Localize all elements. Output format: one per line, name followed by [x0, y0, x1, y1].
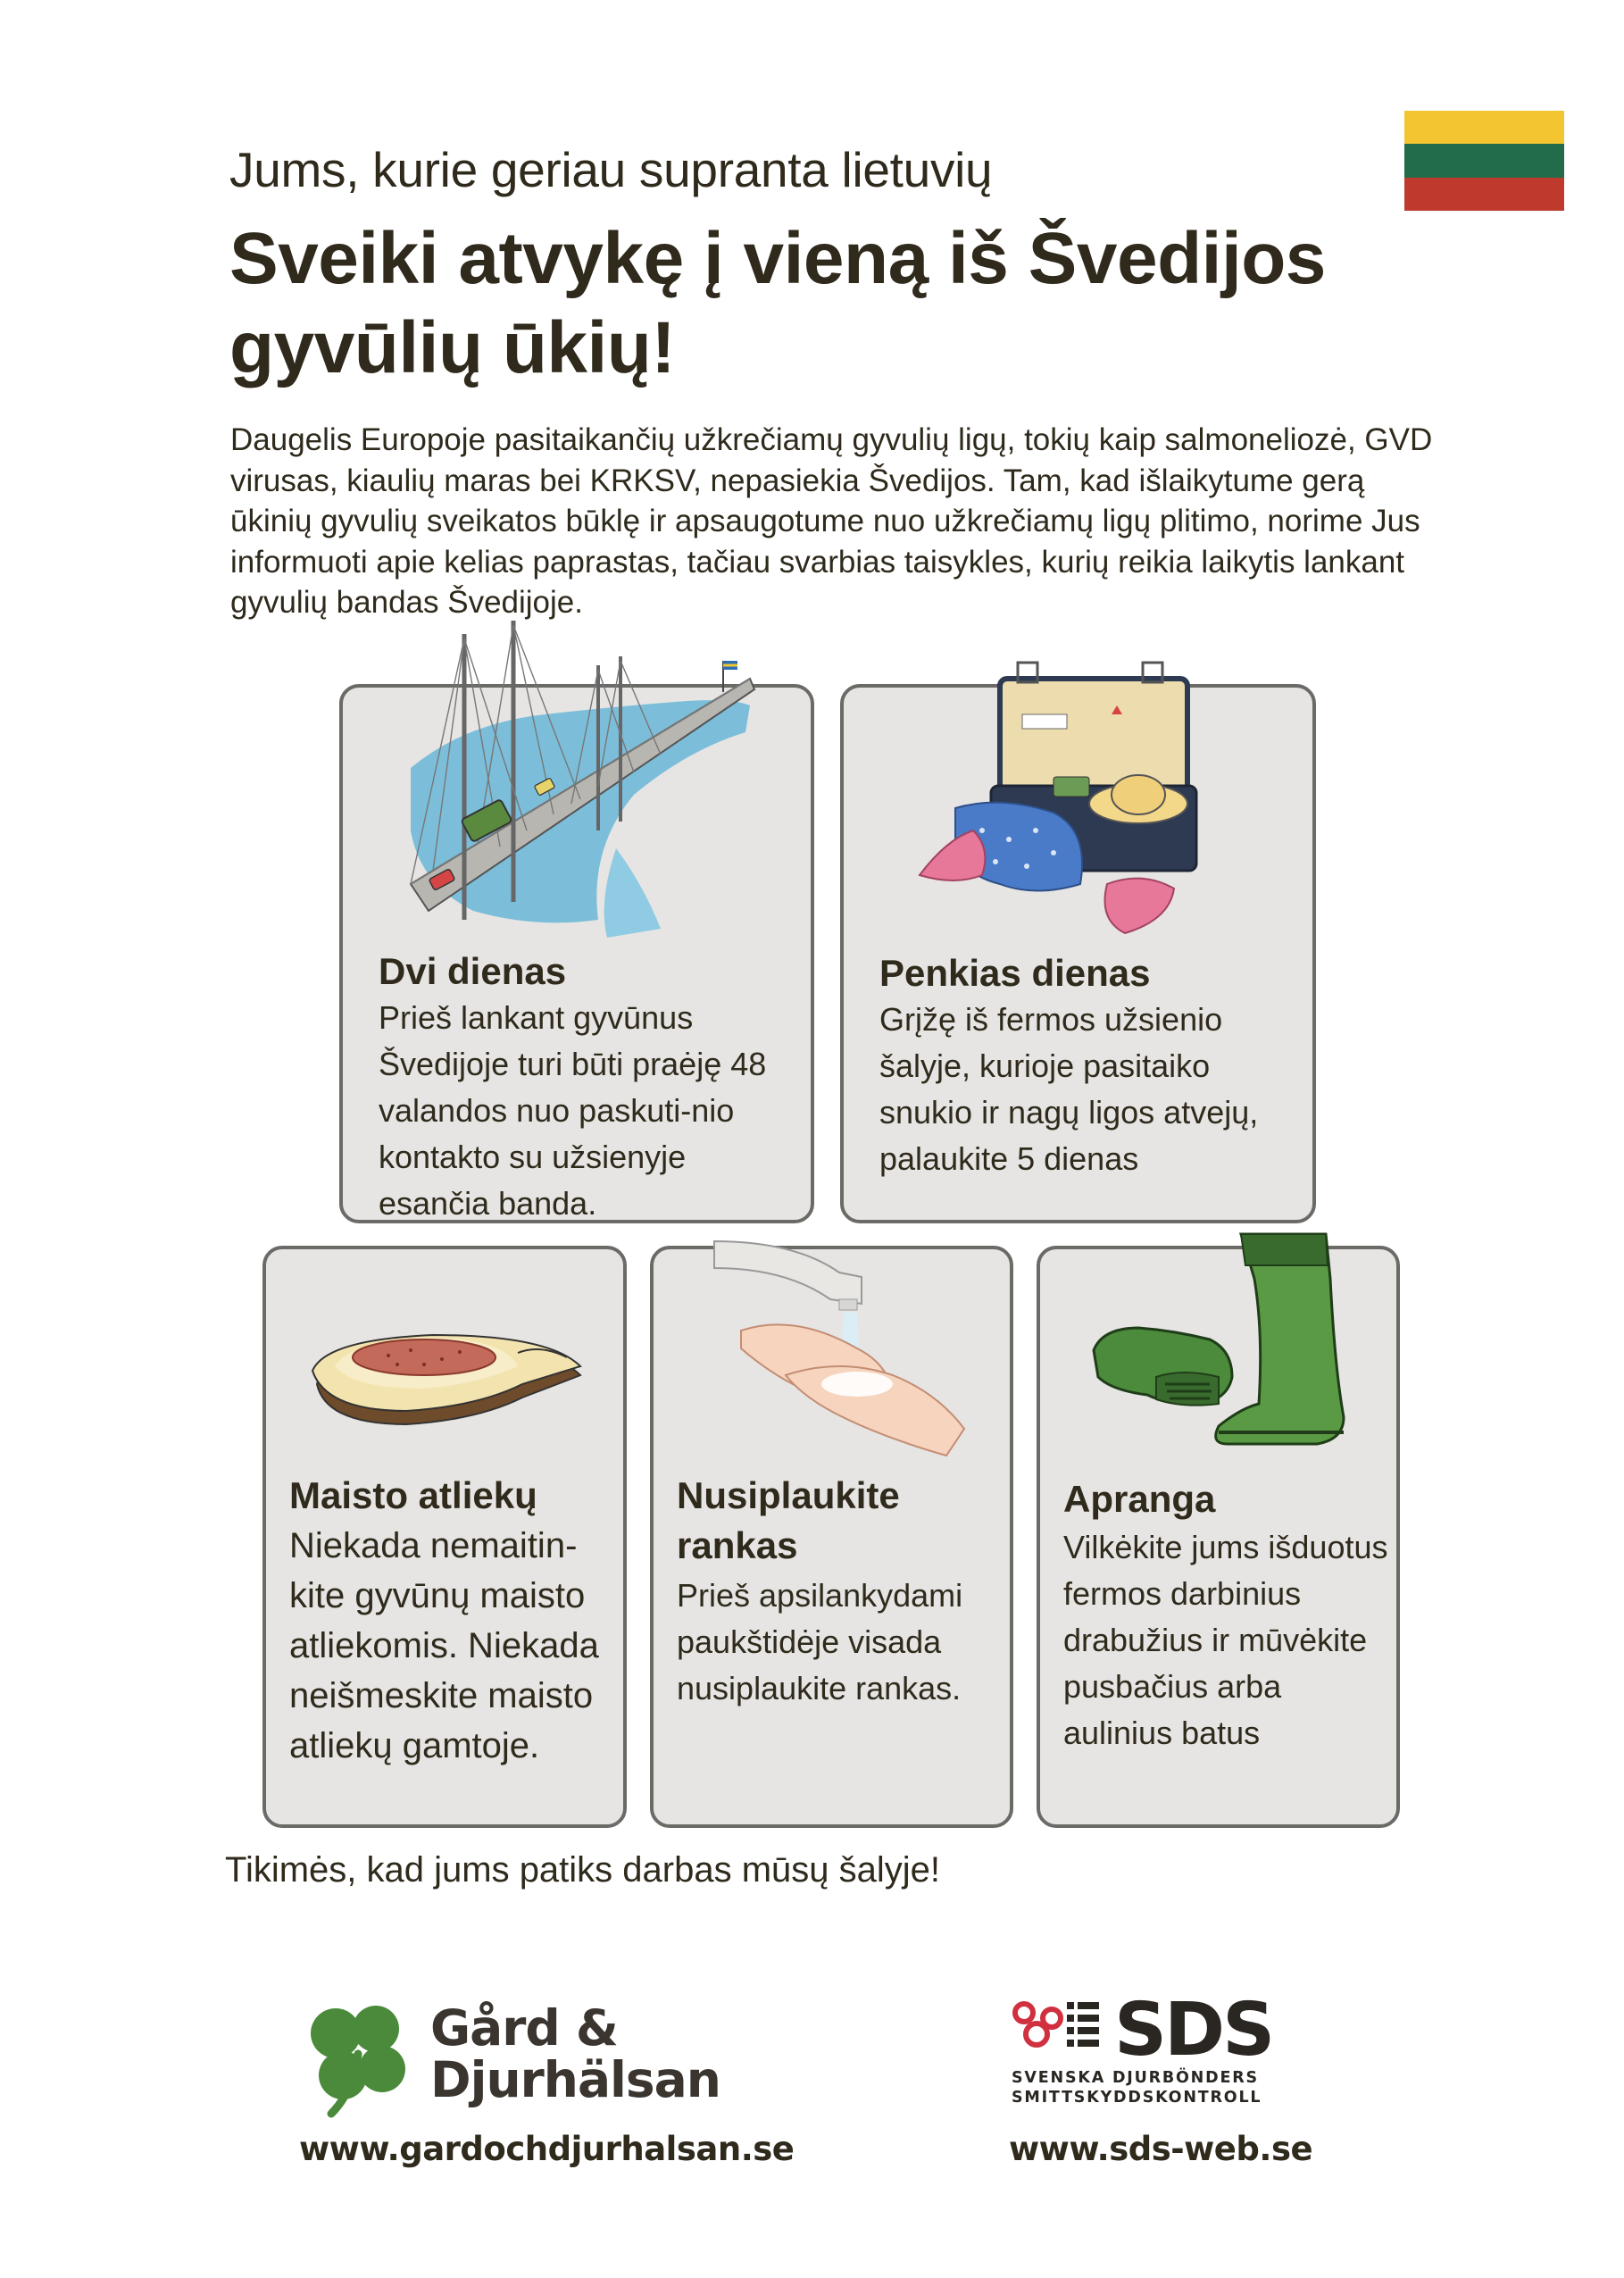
- suitcase-icon: [902, 652, 1205, 947]
- card-heading: Nusiplaukite rankas: [677, 1474, 900, 1566]
- gard-djurhalsan-name: Gård & Djurhälsan: [430, 1999, 720, 2108]
- card-text: Niekada nemaitin-kite gyvūnų maisto atliekomis. Niekada neišmeskite maisto atliekų gamtoje.: [289, 1526, 599, 1765]
- closing-message: Tikimės, kad jums patiks darbas mūsų šalyje!: [225, 1850, 941, 1890]
- card-heading: Maisto atliekų: [289, 1474, 537, 1516]
- boots-icon: [1085, 1225, 1362, 1453]
- card-heading: Dvi dienas: [379, 950, 567, 992]
- sds-name: SDS: [1114, 1988, 1273, 2073]
- gard-djurhalsan-logo: [300, 1993, 720, 2118]
- sds-subtitle: SVENSKA DJURBÖNDERS SMITTSKYDDSKONTROLL: [1012, 2069, 1262, 2107]
- card-heading: Penkias dienas: [879, 952, 1151, 994]
- sds-website-link[interactable]: www.sds-web.se: [1009, 2130, 1313, 2168]
- intro-paragraph: Daugelis Europoje pasitaikančių užkrečiamų gyvulių ligų, tokių kaip salmoneliozė, GVD virusas, kiaulių maras bei KRKSV, nepasiekia Švedijos. Tam, kad išlaikytume gerą ūkinių gyvulių sveikatos būklę ir apsaugotume nuo užkrečiamų ligų plitimo, norime Jus informuoti apie kelias paprastas, tačiau svarbias taisykles, kurių reikia laikytis lankant gyvulių bandas Švedijoje.: [230, 422, 1433, 620]
- handwash-icon: [687, 1223, 973, 1464]
- card-text: Prieš apsilankydami paukštidėje visada nusiplaukite rankas.: [677, 1577, 963, 1706]
- card-text: Grįžę iš fermos užsienio šalyje, kurioje pasitaiko snukio ir nagų ligos atvejų, palaukite 5 dienas: [879, 1001, 1259, 1177]
- bridge-icon: [393, 616, 768, 947]
- sds-logo-icon: [1012, 1998, 1110, 2061]
- page-subtitle: Jums, kurie geriau supranta lietuvių: [229, 142, 993, 197]
- clover-logo-icon: [300, 1993, 416, 2118]
- lithuanian-flag-icon: [1404, 111, 1564, 211]
- page-title: Sveiki atvykę į vieną iš Švedijos gyvūlių ūkių!: [229, 218, 1326, 388]
- card-heading: Apranga: [1063, 1478, 1216, 1520]
- gard-website-link[interactable]: www.gardochdjurhalsan.se: [299, 2130, 795, 2168]
- sds-logo: [1012, 1988, 1273, 2107]
- card-text: Prieš lankant gyvūnus Švedijoje turi būti praėję 48 valandos nuo paskuti-nio kontakto su užsienyje esančia banda.: [379, 999, 767, 1222]
- card-text: Vilkėkite jums išduotus fermos darbinius drabužius ir mūvėkite pusbačius arba aulinius batus: [1063, 1529, 1388, 1751]
- pizza-icon: [299, 1313, 594, 1447]
